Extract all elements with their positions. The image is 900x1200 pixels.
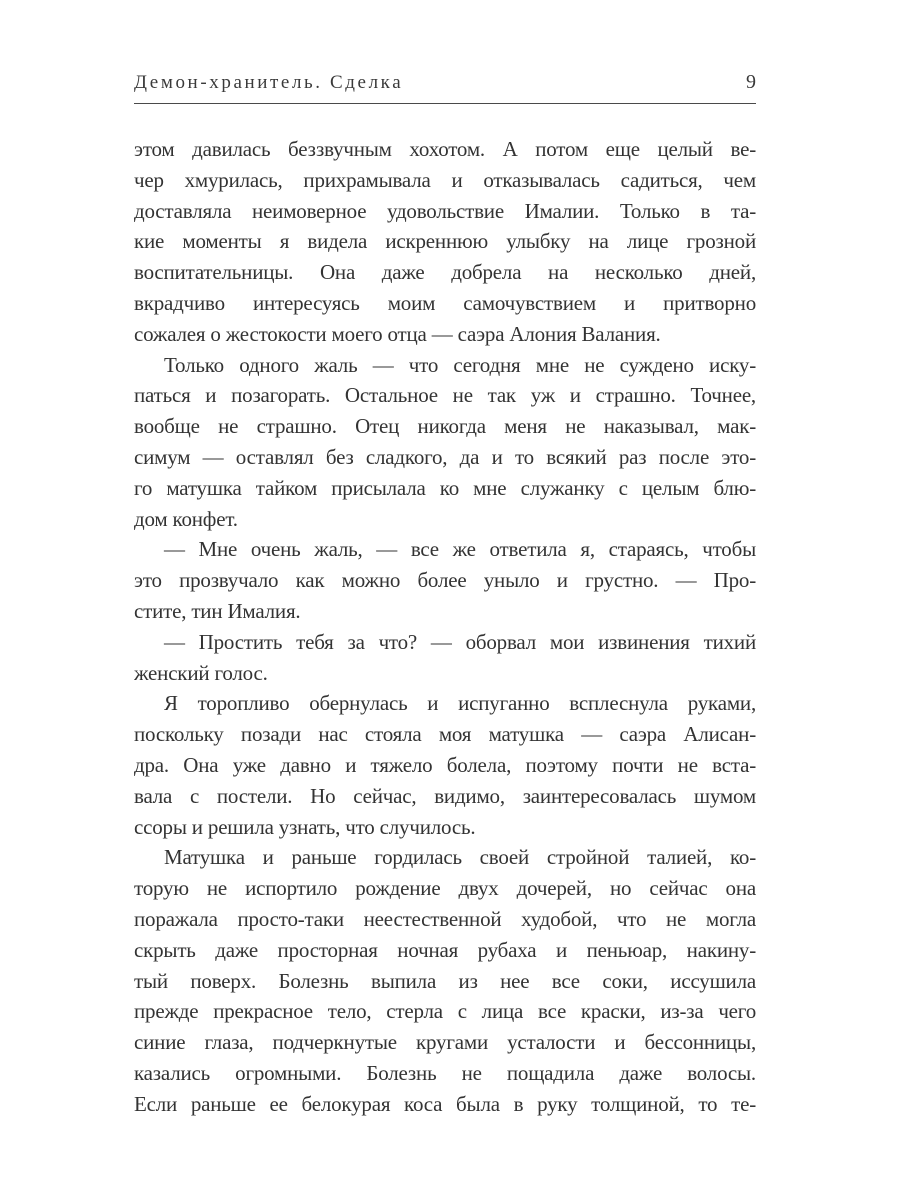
- page-number: 9: [746, 71, 756, 93]
- text-line: тый поверх. Болезнь выпила из нее все соки, иссушила: [134, 968, 756, 993]
- text-line: паться и позагорать. Остальное не так уж и страшно. Точнее,: [134, 383, 756, 408]
- text-line: поскольку позади нас стояла моя матушка — саэра Алисан-: [134, 722, 756, 747]
- text-line: го матушка тайком присылала ко мне служанку с целым блю-: [134, 475, 756, 500]
- text-line: это прозвучало как можно более уныло и грустно. — Про-: [134, 568, 756, 593]
- text-line: Матушка и раньше гордилась своей стройной талией, ко-: [164, 845, 756, 870]
- text-line: торую не испортило рождение двух дочерей, но сейчас она: [134, 876, 756, 901]
- text-line: ссоры и решила узнать, что случилось.: [134, 814, 476, 839]
- text-line: стите, тин Ималия.: [134, 598, 301, 623]
- text-line: — Мне очень жаль, — все же ответила я, стараясь, чтобы: [164, 537, 756, 562]
- paragraph: [134, 688, 756, 842]
- text-line: вала с постели. Но сейчас, видимо, заинтересовалась шумом: [134, 783, 756, 808]
- text-line: дом конфет.: [134, 506, 238, 531]
- text-line: казались огромными. Болезнь не пощадила даже волосы.: [134, 1060, 756, 1085]
- text-line: симум — оставлял без сладкого, да и то всякий раз после это-: [134, 444, 756, 469]
- text-line: женский голос.: [134, 660, 268, 685]
- paragraph: [134, 350, 756, 535]
- text-line: — Простить тебя за что? — оборвал мои извинения тихий: [164, 629, 756, 654]
- text-line: поражала просто-таки неестественной худобой, что не могла: [134, 906, 756, 931]
- text-line: синие глаза, подчеркнутые кругами усталости и бессонницы,: [134, 1030, 756, 1055]
- text-line: Только одного жаль — что сегодня мне не суждено иску-: [164, 352, 756, 377]
- paragraph: [134, 134, 756, 350]
- text-line: воспитательницы. Она даже добрела на несколько дней,: [134, 260, 756, 285]
- text-line: сожалея о жестокости моего отца — саэра Алония Валания.: [134, 321, 661, 346]
- running-header: [134, 70, 756, 95]
- text-line: доставляла неимоверное удовольствие Ималии. Только в та-: [134, 198, 756, 223]
- text-line: вообще не страшно. Отец никогда меня не наказывал, мак-: [134, 414, 756, 439]
- text-line: вкрадчиво интересуясь моим самочувствием и притворно: [134, 290, 756, 315]
- text-line: Если раньше ее белокурая коса была в руку толщиной, то те-: [134, 1091, 756, 1116]
- text-line: скрыть даже просторная ночная рубаха и пеньюар, накину-: [134, 937, 756, 962]
- header-rule: [134, 103, 756, 104]
- paragraph: [134, 842, 756, 1119]
- text-line: Я торопливо обернулась и испуганно всплеснула руками,: [164, 691, 756, 716]
- paragraph: [134, 627, 756, 689]
- text-line: кие моменты я видела искреннюю улыбку на лице грозной: [134, 229, 756, 254]
- text-line: прежде прекрасное тело, стерла с лица все краски, из-за чего: [134, 999, 756, 1024]
- text-line: чер хмурилась, прихрамывала и отказывалась садиться, чем: [134, 167, 756, 192]
- book-title: Демон-хранитель. Сделка: [134, 72, 404, 93]
- paragraph: [134, 534, 756, 626]
- body-text: [134, 134, 756, 1120]
- text-line: дра. Она уже давно и тяжело болела, поэтому почти не вста-: [134, 752, 756, 777]
- text-line: этом давилась беззвучным хохотом. А потом еще целый ве-: [134, 137, 756, 161]
